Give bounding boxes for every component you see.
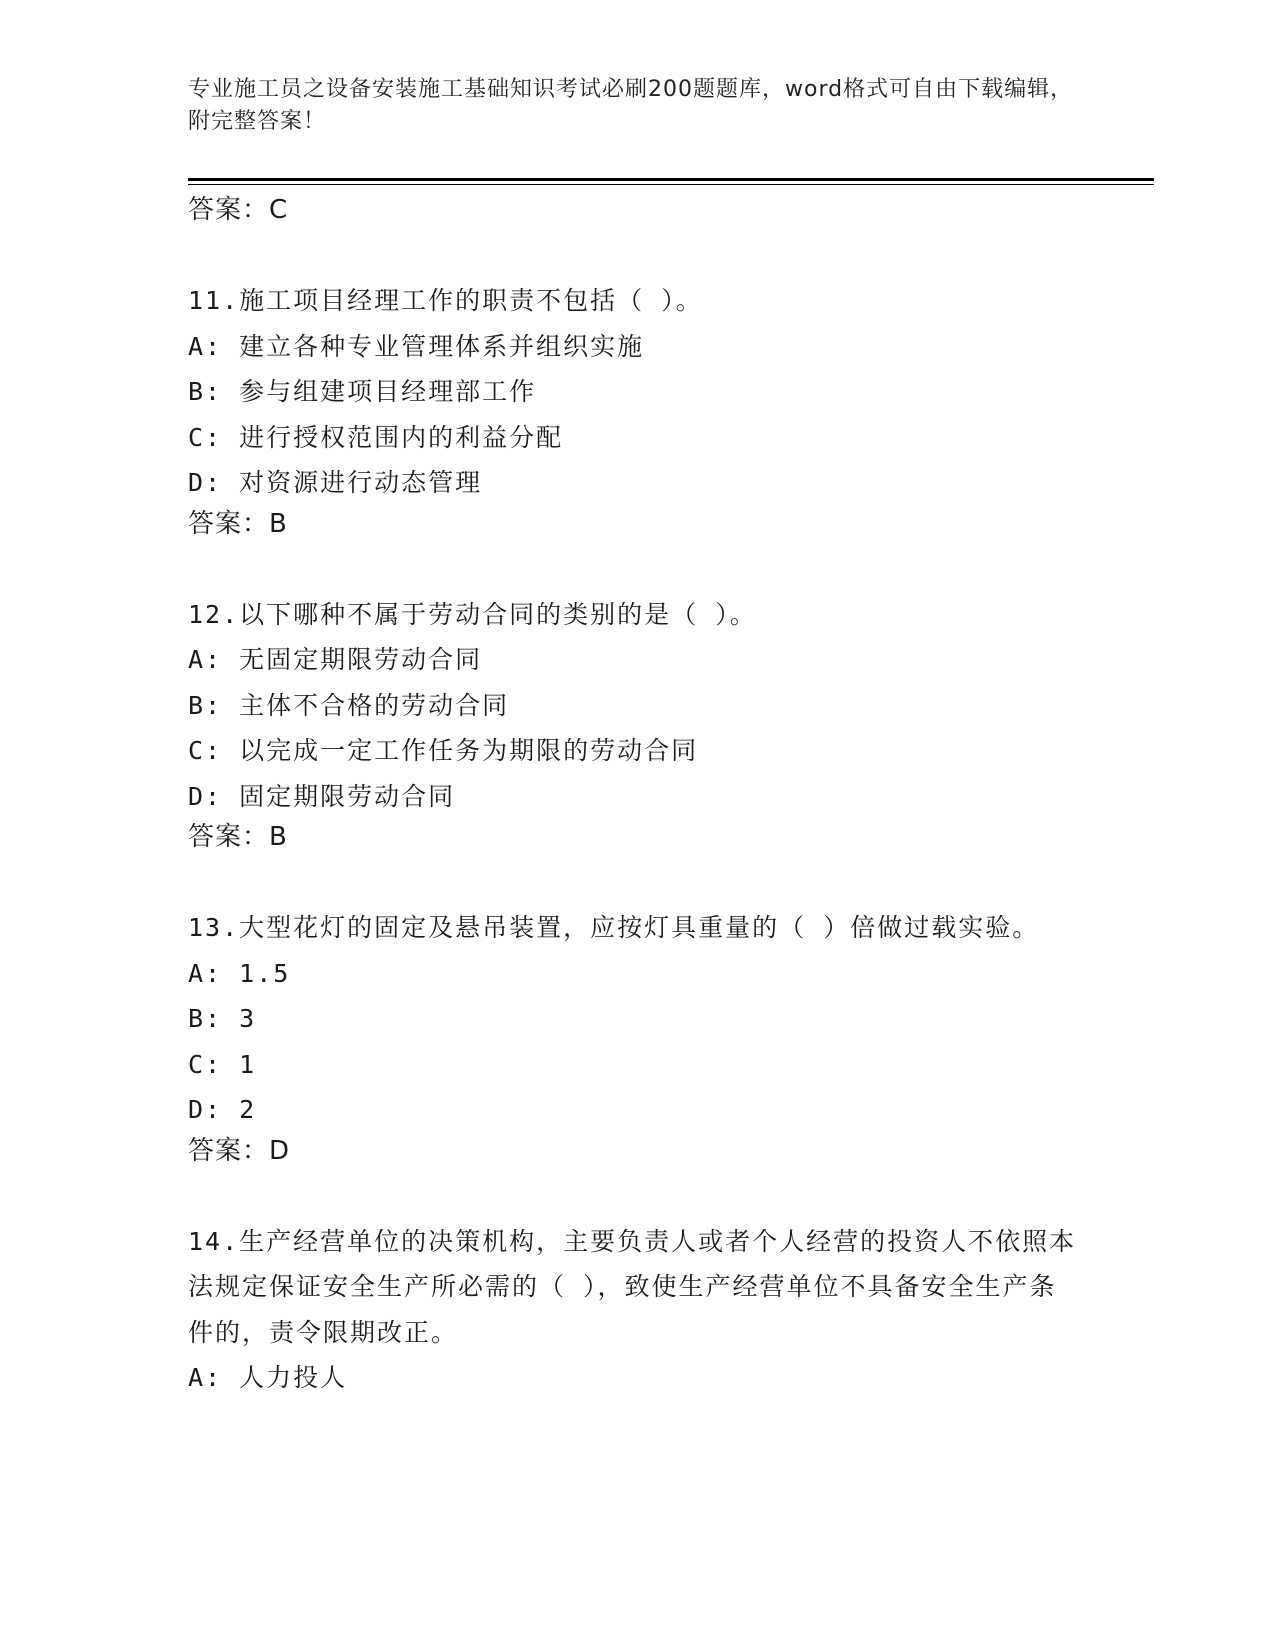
- option-a: A: 建立各种专业管理体系并组织实施: [188, 331, 645, 361]
- option-c: C: 1: [188, 1049, 257, 1079]
- question-11: [188, 278, 1088, 542]
- question-stem: 14.生产经营单位的决策机构，主要负责人或者个人经营的投资人不依照本法规定保证安全生产所必需的（ ），致使生产经营单位不具备安全生产条件的，责令限期改正。: [188, 1226, 1077, 1347]
- header-rule-thin: [188, 184, 1154, 185]
- answer: 答案：B: [188, 508, 288, 539]
- question-14: [188, 1219, 1088, 1401]
- header-rule-thick: [188, 178, 1154, 181]
- option-b: B: 主体不合格的劳动合同: [188, 690, 510, 720]
- question-13: [188, 905, 1088, 1169]
- spacer: [188, 542, 1088, 592]
- option-b: B: 参与组建项目经理部工作: [188, 377, 537, 406]
- spacer: [188, 228, 1088, 278]
- question-12: [188, 592, 1088, 856]
- option-c: C: 以完成一定工作任务为期限的劳动合同: [188, 736, 699, 765]
- spacer: [188, 1169, 1088, 1219]
- option-a: A: 1.5: [188, 958, 291, 988]
- question-stem: 13.大型花灯的固定及悬吊装置，应按灯具重量的（ ）倍做过载实验。: [188, 913, 1040, 942]
- option-b: B: 3: [188, 1004, 257, 1033]
- document-header: 专业施工员之设备安装施工基础知识考试必刷200题题库，word格式可自由下载编辑，附完整答案！: [188, 77, 1074, 134]
- answer: 答案：D: [188, 1135, 291, 1166]
- spacer: [188, 855, 1088, 905]
- question-stem: 11.施工项目经理工作的职责不包括（ ）。: [188, 286, 703, 315]
- option-a: A: 无固定期限劳动合同: [188, 645, 483, 674]
- option-d: D: 对资源进行动态管理: [188, 468, 483, 497]
- option-a: A: 人力投人: [188, 1363, 348, 1392]
- option-c: C: 进行授权范围内的利益分配: [188, 422, 564, 452]
- document-content: [188, 192, 1088, 1401]
- option-d: D: 固定期限劳动合同: [188, 781, 456, 811]
- option-d: D: 2: [188, 1095, 257, 1124]
- question-stem: 12.以下哪种不属于劳动合同的类别的是（ ）。: [188, 599, 757, 629]
- answer-previous: 答案：C: [188, 195, 289, 225]
- answer: 答案：B: [188, 822, 288, 852]
